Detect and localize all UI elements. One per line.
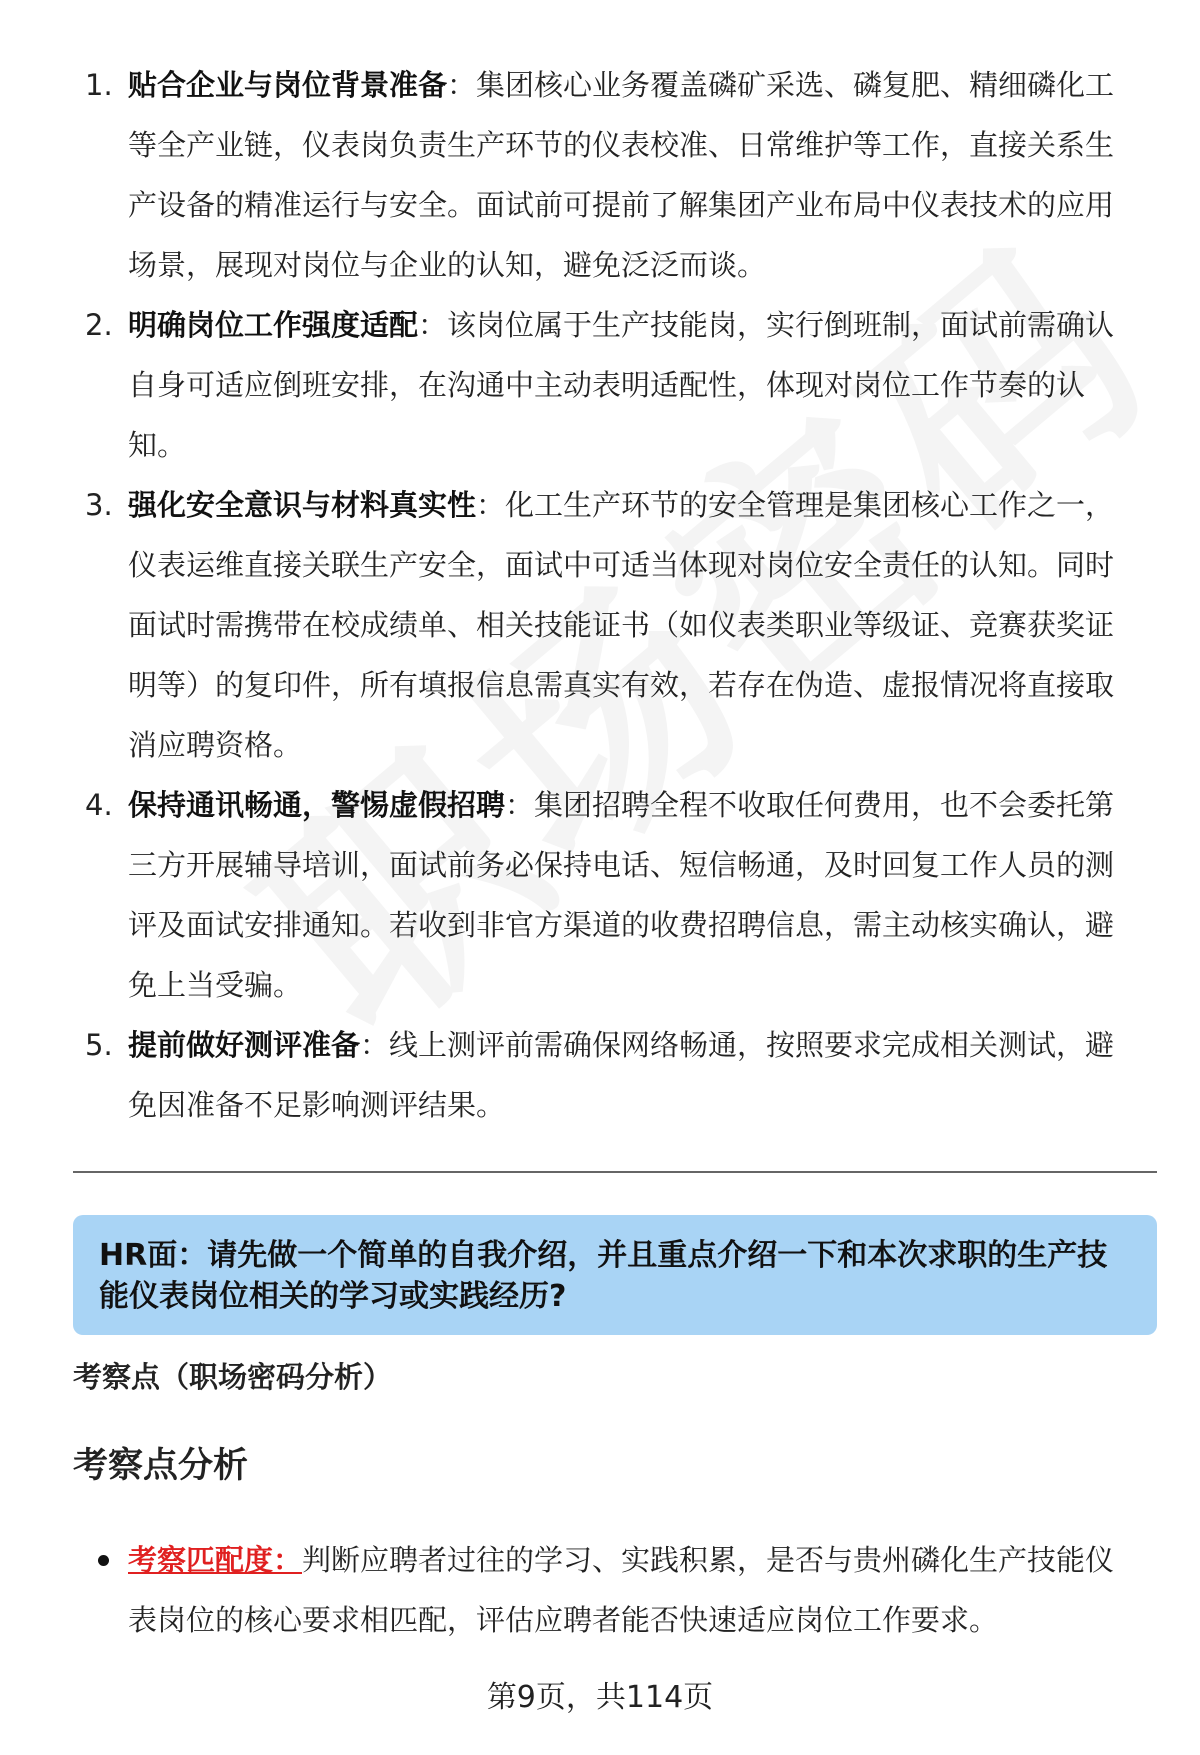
tip-number: 4. bbox=[85, 788, 113, 822]
section-divider bbox=[73, 1171, 1157, 1173]
analysis-key: 考察匹配度： bbox=[128, 1543, 303, 1577]
tip-text: 集团招聘全程不收取任何费用，也不会委托第三方开展辅导培训，面试前务必保持电话、短信畅通，及时回复工作人员的测评及面试安排通知。若收到非官方渠道的收费招聘信息，需主动核实确认，避免上当受骗。 bbox=[128, 788, 1115, 1002]
tip-item bbox=[80, 475, 1140, 775]
tip-item bbox=[80, 1015, 1140, 1135]
tip-title: 贴合企业与岗位背景准备 bbox=[128, 68, 448, 102]
analysis-item bbox=[80, 1530, 1140, 1650]
tip-text: 该岗位属于生产技能岗，实行倒班制，面试前需确认自身可适应倒班安排，在沟通中主动表明适配性，体现对岗位工作节奏的认知。 bbox=[128, 308, 1115, 462]
tip-number: 1. bbox=[85, 68, 113, 102]
tip-text: 集团核心业务覆盖磷矿采选、磷复肥、精细磷化工等全产业链，仪表岗负责生产环节的仪表校准、日常维护等工作，直接关系生产设备的精准运行与安全。面试前可提前了解集团产业布局中仪表技术的应用场景，展现对岗位与企业的认知，避免泛泛而谈。 bbox=[128, 68, 1115, 282]
tip-item bbox=[80, 295, 1140, 475]
tip-item bbox=[80, 775, 1140, 1015]
page-number: 第9页，共114页 bbox=[486, 1680, 714, 1715]
tip-title: 明确岗位工作强度适配 bbox=[128, 308, 419, 342]
tip-title: 保持通讯畅通，警惕虚假招聘 bbox=[128, 788, 506, 822]
tip-text: 线上测评前需确保网络畅通，按照要求完成相关测试，避免因准备不足影响测评结果。 bbox=[128, 1028, 1115, 1122]
tip-text: 化工生产环节的安全管理是集团核心工作之一，仪表运维直接关联生产安全，面试中可适当体现对岗位安全责任的认知。同时面试时需携带在校成绩单、相关技能证书（如仪表类职业等级证、竞赛获奖证明等）的复印件，所有填报信息需真实有效，若存在伪造、虚报情况将直接取消应聘资格。 bbox=[128, 488, 1115, 762]
tip-separator: ： bbox=[418, 308, 448, 342]
tips-list bbox=[80, 55, 1140, 1135]
tip-item bbox=[80, 55, 1140, 295]
tip-title: 提前做好测评准备 bbox=[128, 1028, 361, 1062]
tip-separator: ： bbox=[360, 1028, 390, 1062]
question-text: HR面：请先做一个简单的自我介绍，并且重点介绍一下和本次求职的生产技能仪表岗位相关的学习或实践经历? bbox=[99, 1238, 1108, 1314]
tip-number: 3. bbox=[85, 488, 113, 522]
tip-title: 强化安全意识与材料真实性 bbox=[128, 488, 477, 522]
tip-number: 2. bbox=[85, 308, 113, 342]
bullet-dot-icon bbox=[98, 1555, 109, 1566]
tip-separator: ： bbox=[476, 488, 506, 522]
exam-point-label: 考察点（职场密码分析） bbox=[73, 1360, 393, 1394]
analysis-heading: 考察点分析 bbox=[73, 1446, 249, 1486]
question-box bbox=[73, 1215, 1157, 1335]
tip-separator: ： bbox=[447, 68, 477, 102]
tip-number: 5. bbox=[85, 1028, 113, 1062]
analysis-text: 判断应聘者过往的学习、实践积累，是否与贵州磷化生产技能仪表岗位的核心要求相匹配，评估应聘者能否快速适应岗位工作要求。 bbox=[128, 1543, 1115, 1637]
tip-separator: ： bbox=[505, 788, 535, 822]
analysis-list bbox=[80, 1530, 1140, 1650]
